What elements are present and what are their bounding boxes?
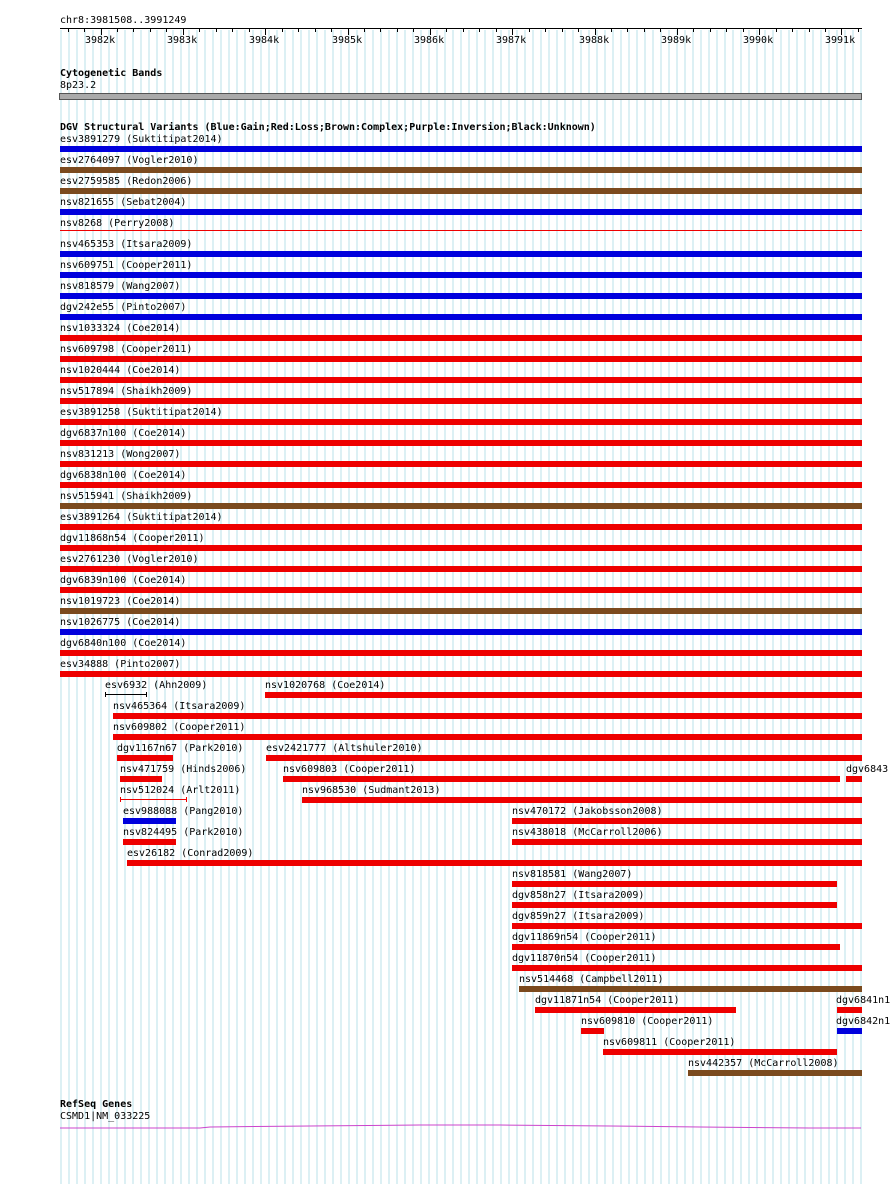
variant-bar[interactable] xyxy=(60,545,862,551)
ruler-minor-tick xyxy=(627,29,628,32)
variant-bar[interactable] xyxy=(60,293,862,299)
variant-bar[interactable] xyxy=(846,776,862,782)
variant-bar[interactable] xyxy=(60,566,862,572)
ruler-minor-tick xyxy=(776,29,777,32)
variant-label[interactable]: nsv1019723 (Coe2014) xyxy=(60,596,181,607)
variant-bar[interactable] xyxy=(603,1049,837,1055)
variant-bar[interactable] xyxy=(60,272,862,278)
ruler-minor-tick xyxy=(562,29,563,32)
variant-label[interactable]: nsv609798 (Cooper2011) xyxy=(60,344,193,355)
variant-label[interactable]: dgv6842n1 xyxy=(836,1016,890,1027)
variant-label[interactable]: dgv6839n100 (Coe2014) xyxy=(60,575,187,586)
variant-label[interactable]: nsv609802 (Cooper2011) xyxy=(113,722,246,733)
variant-bar[interactable] xyxy=(535,1007,736,1013)
variant-label[interactable]: nsv818581 (Wang2007) xyxy=(512,869,633,880)
ruler-minor-tick xyxy=(479,29,480,32)
variant-bar[interactable] xyxy=(512,923,862,929)
variant-label[interactable]: dgv6840n100 (Coe2014) xyxy=(60,638,187,649)
variant-label[interactable]: dgv11868n54 (Cooper2011) xyxy=(60,533,205,544)
ruler-minor-tick xyxy=(496,29,497,32)
cytoband-label: 8p23.2 xyxy=(60,80,97,91)
variant-bar[interactable] xyxy=(60,146,862,152)
variant-label[interactable]: esv3891279 (Suktitipat2014) xyxy=(60,134,223,145)
ruler-minor-tick xyxy=(397,29,398,32)
variant-bar[interactable] xyxy=(120,776,162,782)
variant-bar[interactable] xyxy=(60,230,862,231)
variant-bar[interactable] xyxy=(512,839,862,845)
ruler-minor-tick xyxy=(133,29,134,32)
ruler-minor-tick xyxy=(578,29,579,32)
ruler-minor-tick xyxy=(216,29,217,32)
variant-bar[interactable] xyxy=(60,167,862,173)
variant-bar[interactable] xyxy=(265,692,862,698)
ruler-minor-tick xyxy=(282,29,283,32)
ruler-minor-tick xyxy=(545,29,546,32)
ruler-minor-tick xyxy=(84,29,85,32)
ruler-minor-tick xyxy=(166,29,167,32)
variant-label[interactable]: nsv1026775 (Coe2014) xyxy=(60,617,181,628)
ruler-tick-label: 3985k xyxy=(332,35,363,46)
variant-label[interactable]: nsv821655 (Sebat2004) xyxy=(60,197,187,208)
variant-label[interactable]: nsv514468 (Campbell2011) xyxy=(519,974,664,985)
variant-label[interactable]: nsv8268 (Perry2008) xyxy=(60,218,175,229)
variant-bar[interactable] xyxy=(123,818,176,824)
variant-label[interactable]: nsv824495 (Park2010) xyxy=(123,827,244,838)
variant-end-cap xyxy=(120,797,121,802)
variant-label[interactable]: nsv438018 (McCarroll2006) xyxy=(512,827,663,838)
ruler-minor-tick xyxy=(364,29,365,32)
ruler-minor-tick xyxy=(529,29,530,32)
variant-end-cap xyxy=(105,692,106,697)
variant-label[interactable]: nsv1020768 (Coe2014) xyxy=(265,680,386,691)
variant-label[interactable]: esv26182 (Conrad2009) xyxy=(127,848,254,859)
ruler-minor-tick xyxy=(331,29,332,32)
variant-bar[interactable] xyxy=(113,734,862,740)
variant-bar[interactable] xyxy=(283,776,840,782)
variant-bar[interactable] xyxy=(60,524,862,530)
variant-bar[interactable] xyxy=(60,587,862,593)
ruler-minor-tick xyxy=(743,29,744,32)
variant-label[interactable]: dgv858n27 (Itsara2009) xyxy=(512,890,645,901)
variant-label[interactable]: nsv609811 (Cooper2011) xyxy=(603,1037,736,1048)
variant-bar[interactable] xyxy=(60,188,862,194)
variant-label[interactable]: nsv609810 (Cooper2011) xyxy=(581,1016,714,1027)
variant-label[interactable]: esv6932 (Ahn2009) xyxy=(105,680,208,691)
variant-label[interactable]: nsv1020444 (Coe2014) xyxy=(60,365,181,376)
ruler-tick-label: 3984k xyxy=(249,35,280,46)
variant-bar[interactable] xyxy=(837,1028,862,1034)
ruler-minor-tick xyxy=(68,29,69,32)
refseq-track-title[interactable]: RefSeq Genes xyxy=(60,1099,133,1110)
variant-label[interactable]: dgv242e55 (Pinto2007) xyxy=(60,302,187,313)
variant-label[interactable]: dgv1167n67 (Park2010) xyxy=(117,743,244,754)
variant-bar[interactable] xyxy=(60,608,862,614)
variant-bar[interactable] xyxy=(60,461,862,467)
variant-bar[interactable] xyxy=(512,881,837,887)
variant-label[interactable]: esv3891264 (Suktitipat2014) xyxy=(60,512,223,523)
variant-label[interactable]: esv34888 (Pinto2007) xyxy=(60,659,181,670)
ruler-minor-tick xyxy=(644,29,645,32)
variant-label[interactable]: dgv6841n1 xyxy=(836,995,890,1006)
ruler-minor-tick xyxy=(463,29,464,32)
variant-label[interactable]: nsv517894 (Shaikh2009) xyxy=(60,386,193,397)
ruler-minor-tick xyxy=(809,29,810,32)
ruler-axis-line xyxy=(60,28,862,29)
variant-label[interactable]: esv2764097 (Vogler2010) xyxy=(60,155,199,166)
variant-label[interactable]: dgv6843 xyxy=(846,764,889,775)
variant-label[interactable]: esv988088 (Pang2010) xyxy=(123,806,244,817)
variant-bar[interactable] xyxy=(60,398,862,404)
variant-bar[interactable] xyxy=(512,944,840,950)
variant-bar[interactable] xyxy=(512,965,862,971)
variant-label[interactable]: dgv6838n100 (Coe2014) xyxy=(60,470,187,481)
ruler-tick-label: 3990k xyxy=(743,35,774,46)
variant-end-cap xyxy=(146,692,147,697)
variant-label[interactable]: nsv471759 (Hinds2006) xyxy=(120,764,247,775)
variant-label[interactable]: nsv512024 (Arlt2011) xyxy=(120,785,241,796)
variant-label[interactable]: nsv1033324 (Coe2014) xyxy=(60,323,181,334)
variant-label[interactable]: dgv6837n100 (Coe2014) xyxy=(60,428,187,439)
ruler-minor-tick xyxy=(611,29,612,32)
variant-bar[interactable] xyxy=(123,839,176,845)
ruler-minor-tick xyxy=(232,29,233,32)
variant-bar[interactable] xyxy=(837,1007,862,1013)
ruler-minor-tick xyxy=(825,29,826,32)
variant-bar[interactable] xyxy=(60,377,862,383)
variant-bar[interactable] xyxy=(302,797,862,803)
variant-bar[interactable] xyxy=(512,902,837,908)
variant-label[interactable]: esv2761230 (Vogler2010) xyxy=(60,554,199,565)
dgv-track-title[interactable]: DGV Structural Variants (Blue:Gain;Red:Loss;Brown:Complex;Purple:Inversion;Black:Unknown) xyxy=(60,122,596,133)
ruler-minor-tick xyxy=(380,29,381,32)
variant-bar[interactable] xyxy=(688,1070,862,1076)
variant-bar[interactable] xyxy=(581,1028,604,1034)
variant-bar[interactable] xyxy=(60,671,862,677)
ruler-minor-tick xyxy=(792,29,793,32)
variant-label[interactable]: nsv442357 (McCarroll2008) xyxy=(688,1058,839,1069)
ruler-minor-tick xyxy=(298,29,299,32)
ruler-minor-tick xyxy=(446,29,447,32)
variant-label[interactable]: esv3891258 (Suktitipat2014) xyxy=(60,407,223,418)
variant-label[interactable]: nsv609751 (Cooper2011) xyxy=(60,260,193,271)
ruler-tick-label: 3987k xyxy=(496,35,527,46)
ruler-minor-tick xyxy=(117,29,118,32)
variant-label[interactable]: esv2421777 (Altshuler2010) xyxy=(266,743,423,754)
variant-bar[interactable] xyxy=(60,440,862,446)
variant-label[interactable]: nsv831213 (Wong2007) xyxy=(60,449,181,460)
variant-bar[interactable] xyxy=(105,694,147,695)
variant-bar[interactable] xyxy=(113,713,862,719)
ruler-minor-tick xyxy=(249,29,250,32)
variant-label[interactable]: nsv818579 (Wang2007) xyxy=(60,281,181,292)
ruler-minor-tick xyxy=(858,29,859,32)
variant-label[interactable]: nsv465364 (Itsara2009) xyxy=(113,701,246,712)
variant-bar[interactable] xyxy=(60,482,862,488)
variant-label[interactable]: dgv11869n54 (Cooper2011) xyxy=(512,932,657,943)
variant-label[interactable]: nsv515941 (Shaikh2009) xyxy=(60,491,193,502)
ruler-minor-tick xyxy=(660,29,661,32)
refseq-gene-model[interactable] xyxy=(0,1120,890,1134)
variant-label[interactable]: dgv859n27 (Itsara2009) xyxy=(512,911,645,922)
ruler-position-label: chr8:3981508..3991249 xyxy=(60,15,187,26)
refseq-gene-label[interactable]: CSMD1|NM_033225 xyxy=(60,1111,151,1122)
cytoband-ideogram[interactable] xyxy=(59,93,862,100)
variant-bar[interactable] xyxy=(60,419,862,425)
variant-bar[interactable] xyxy=(60,356,862,362)
ruler-tick-label: 3988k xyxy=(579,35,610,46)
variant-label[interactable]: nsv609803 (Cooper2011) xyxy=(283,764,416,775)
variant-bar[interactable] xyxy=(266,755,862,761)
variant-bar[interactable] xyxy=(117,755,173,761)
variant-bar[interactable] xyxy=(519,986,862,992)
variant-bar[interactable] xyxy=(60,503,862,509)
variant-label[interactable]: nsv465353 (Itsara2009) xyxy=(60,239,193,250)
variant-label[interactable]: dgv11871n54 (Cooper2011) xyxy=(535,995,680,1006)
ruler-tick-label: 3982k xyxy=(85,35,116,46)
ruler-minor-tick xyxy=(150,29,151,32)
ruler-tick-label: 3991k xyxy=(825,35,856,46)
variant-bar[interactable] xyxy=(60,209,862,215)
ruler-minor-tick xyxy=(726,29,727,32)
variant-bar[interactable] xyxy=(60,335,862,341)
variant-label[interactable]: dgv11870n54 (Cooper2011) xyxy=(512,953,657,964)
variant-bar[interactable] xyxy=(127,860,862,866)
cytoband-track-title[interactable]: Cytogenetic Bands xyxy=(60,68,163,79)
ruler-tick-label: 3983k xyxy=(167,35,198,46)
ruler-minor-tick xyxy=(710,29,711,32)
ruler-minor-tick xyxy=(199,29,200,32)
variant-bar[interactable] xyxy=(60,251,862,257)
ruler-minor-tick xyxy=(315,29,316,32)
variant-bar[interactable] xyxy=(60,314,862,320)
ruler-minor-tick xyxy=(693,29,694,32)
variant-bar[interactable] xyxy=(60,650,862,656)
variant-end-cap xyxy=(186,797,187,802)
variant-bar[interactable] xyxy=(60,629,862,635)
variant-label[interactable]: nsv470172 (Jakobsson2008) xyxy=(512,806,663,817)
variant-bar[interactable] xyxy=(512,818,862,824)
variant-bar[interactable] xyxy=(120,799,187,800)
variant-label[interactable]: esv2759585 (Redon2006) xyxy=(60,176,193,187)
variant-label[interactable]: nsv968530 (Sudmant2013) xyxy=(302,785,441,796)
ruler-tick-label: 3986k xyxy=(414,35,445,46)
ruler-minor-tick xyxy=(413,29,414,32)
ruler-tick-label: 3989k xyxy=(661,35,692,46)
